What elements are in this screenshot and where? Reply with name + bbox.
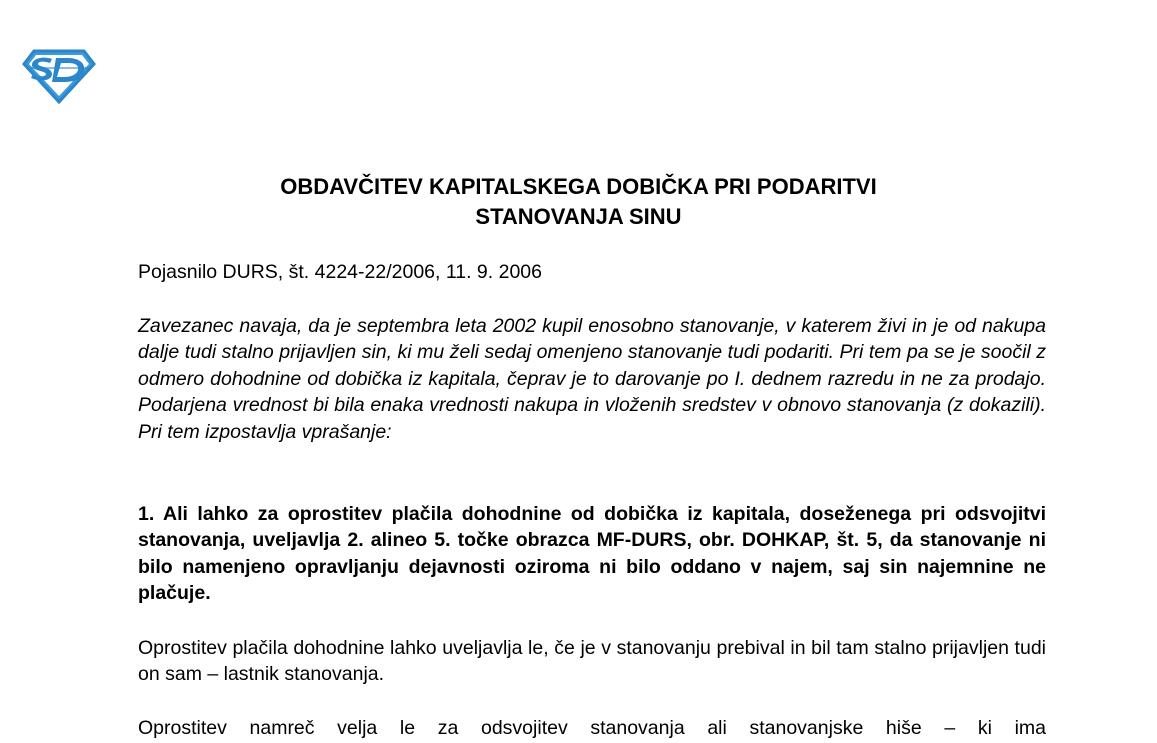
question-intro-paragraph: Zavezanec navaja, da je septembra leta 2002 kupil enosobno stanovanje, v katerem živi in je od nakupa dalje tudi stalno prijavljen sin, ki mu želi sedaj omenjeno stanovanje tudi podariti. Pri tem pa se je soočil z odmero dohodnine od dobička iz kapitala, čeprav je to darovanje po I. dednem razredu in ne za prodajo. Podarjena vrednost bi bila enaka vrednosti nakupa in vloženih sredstev v obnovo stanovanja (z dokazili). Pri tem izpostavlja vprašanje: — [138, 315, 1046, 443]
question-1-paragraph: 1. Ali lahko za oprostitev plačila dohodnine od dobička iz kapitala, doseženega pri odsvojitvi stanovanja, uveljavlja 2. alineo 5. točke obrazca MF-DURS, obr. DOHKAP, št. 5, da stanovanje ni bilo namenjeno opravljanju dejavnosti oziroma ni bilo oddano v najem, saj sin najemnine ne plačuje. — [138, 503, 1046, 605]
document-title-line-2: STANOVANJA SINU — [475, 204, 682, 229]
answer-1-paragraph: Oprostitev plačila dohodnine lahko uveljavlja le, če je v stanovanju prebival in bil tam stalno prijavljen tudi on sam – lastnik stanovanja. — [138, 637, 1046, 686]
document-title-line-1: OBDAVČITEV KAPITALSKEGA DOBIČKA PRI PODARITVI — [280, 174, 877, 199]
reference-line: Pojasnilo DURS, št. 4224-22/2006, 11. 9. 2006 — [138, 261, 542, 283]
sd-diamond-logo-icon — [22, 48, 96, 104]
answer-2-paragraph: Oprostitev namreč velja le za odsvojitev stanovanja ali stanovanjske hiše – ki ima — [138, 717, 1046, 739]
